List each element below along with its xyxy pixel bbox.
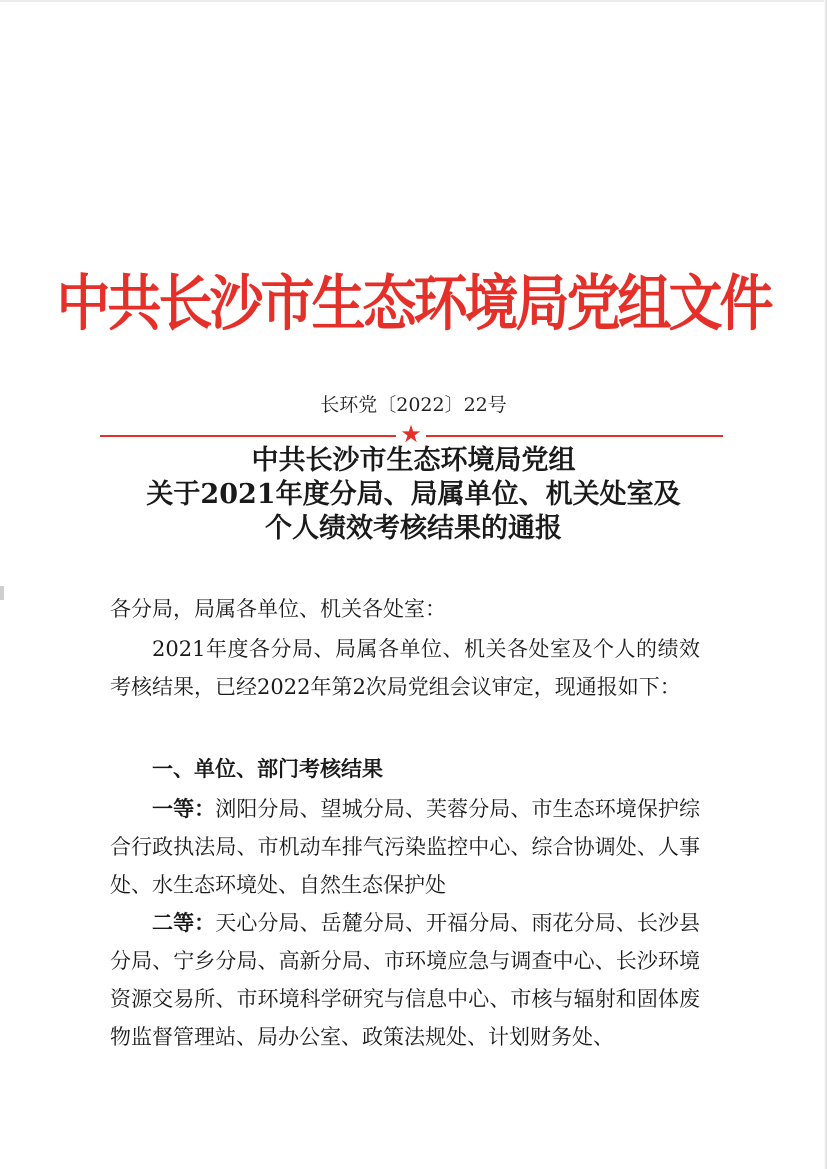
scan-edge-top [0,0,827,2]
masthead-title: 中共长沙市生态环境局党组文件 [56,266,771,339]
grade-2-paragraph [110,904,700,1056]
grade-1-label: 一等： [152,796,216,821]
grade-1-paragraph [110,790,700,904]
red-rule-left [100,435,396,437]
intro-paragraph: 2021年度各分局、局属各单位、机关各处室及个人的绩效考核结果，已经2022年第2次局党组会议审定，现通报如下： [110,637,700,699]
addressee: 各分局，局属各单位、机关各处室： [110,597,446,621]
grade-2-text: 天心分局、岳麓分局、开福分局、雨花分局、长沙县分局、宁乡分局、高新分局、市环境应急与调查中心、长沙环境资源交易所、市环境科学研究与信息中心、市核与辐射和固体废物监督管理站、局办公室、政策法规处、计划财务处、 [110,911,701,1049]
star-icon: ★ [400,420,422,448]
grade-1-text: 浏阳分局、望城分局、芙蓉分局、市生态环境保护综合行政执法局、市机动车排气污染监控中心、综合协调处、人事处、水生态环境处、自然生态保护处 [110,797,701,897]
document-number: 长环党〔2022〕22号 [320,394,507,416]
title-line-2: 关于2021年度分局、局属单位、机关处室及 [146,479,681,510]
grade-2-label: 二等： [152,910,216,935]
scan-mark [0,586,4,600]
document-title [0,444,827,546]
red-rule-right [426,435,723,437]
title-line-3: 个人绩效考核结果的通报 [265,513,562,544]
section-heading-1: 一、单位、部门考核结果 [152,756,383,781]
title-line-1: 中共长沙市生态环境局党组 [251,445,576,476]
